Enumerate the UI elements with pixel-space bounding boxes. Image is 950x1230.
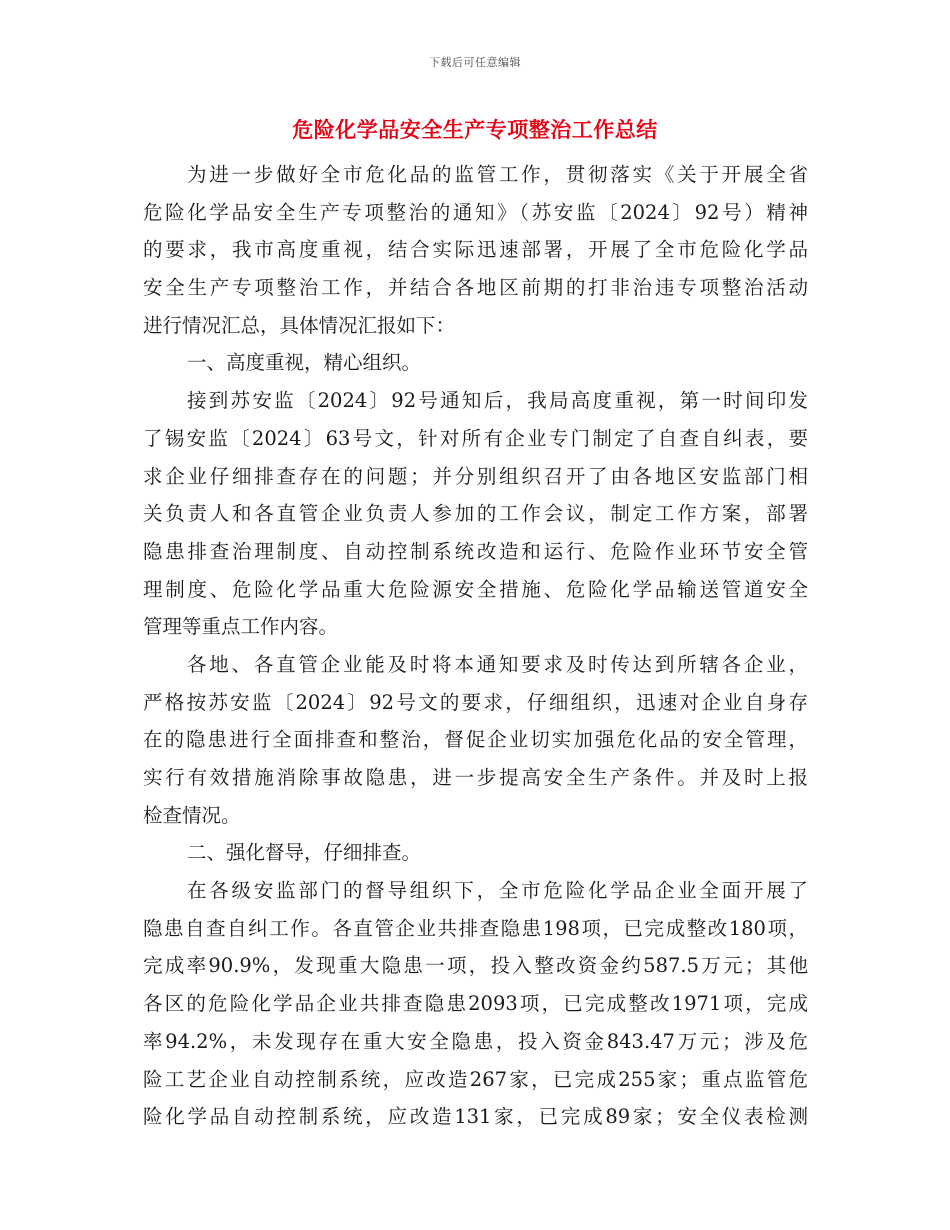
text-line: 进行情况汇总，具体情况汇报如下： bbox=[143, 313, 456, 337]
header-note: 下载后可任意编辑 bbox=[429, 56, 521, 69]
section-heading: 二、强化督导，仔细排查。 bbox=[187, 841, 422, 865]
text-line: 的要求，我市高度重视，结合实际迅速部署，开展了全市危险化学品 bbox=[143, 238, 808, 262]
text-line: 率94.2%，未发现存在重大安全隐患，投入资金843.47万元；涉及危 bbox=[143, 1029, 808, 1053]
text-line: 完成率90.9%，发现重大隐患一项，投入整改资金约587.5万元；其他 bbox=[143, 954, 808, 978]
text-line: 严格按苏安监〔2024〕92号文的要求，仔细组织，迅速对企业自身存 bbox=[143, 690, 808, 714]
text-line: 各区的危险化学品企业共排查隐患2093项，已完成整改1971项，完成 bbox=[143, 992, 808, 1016]
text-line: 安全生产专项整治工作，并结合各地区前期的打非治违专项整治活动 bbox=[143, 276, 808, 300]
text-line: 求企业仔细排查存在的问题；并分别组织召开了由各地区安监部门相 bbox=[143, 464, 808, 488]
section-heading: 一、高度重视，精心组织。 bbox=[187, 351, 422, 375]
text-line: 关负责人和各直管企业负责人参加的工作会议，制定工作方案，部署 bbox=[143, 502, 808, 526]
text-line: 险工艺企业自动控制系统，应改造267家，已完成255家；重点监管危 bbox=[143, 1067, 808, 1091]
document-body bbox=[143, 156, 808, 1136]
text-line: 各地、各直管企业能及时将本通知要求及时传达到所辖各企业， bbox=[187, 652, 808, 676]
text-line: 隐患排查治理制度、自动控制系统改造和运行、危险作业环节安全管 bbox=[143, 539, 808, 563]
text-line: 在的隐患进行全面排查和整治，督促企业切实加强危化品的安全管理， bbox=[143, 728, 808, 752]
text-line: 接到苏安监〔2024〕92号通知后，我局高度重视，第一时间印发 bbox=[187, 389, 808, 413]
text-line: 险化学品自动控制系统，应改造131家，已完成89家；安全仪表检测 bbox=[143, 1105, 808, 1129]
text-line: 实行有效措施消除事故隐患，进一步提高安全生产条件。并及时上报 bbox=[143, 766, 808, 789]
text-line: 危险化学品安全生产专项整治的通知》（苏安监〔2024〕92号）精神 bbox=[143, 200, 808, 224]
text-line: 检查情况。 bbox=[143, 803, 241, 827]
text-line: 了锡安监〔2024〕63号文，针对所有企业专门制定了自查自纠表，要 bbox=[143, 426, 808, 450]
text-line: 隐患自查自纠工作。各直管企业共排查隐患198项，已完成整改180项， bbox=[143, 916, 808, 940]
document-title: 危险化学品安全生产专项整治工作总结 bbox=[292, 117, 658, 142]
text-line: 管理等重点工作内容。 bbox=[143, 615, 339, 639]
text-line: 在各级安监部门的督导组织下，全市危险化学品企业全面开展了 bbox=[187, 879, 808, 903]
text-line: 理制度、危险化学品重大危险源安全措施、危险化学品输送管道安全 bbox=[143, 577, 808, 601]
text-line: 为进一步做好全市危化品的监管工作，贯彻落实《关于开展全省 bbox=[187, 163, 808, 186]
